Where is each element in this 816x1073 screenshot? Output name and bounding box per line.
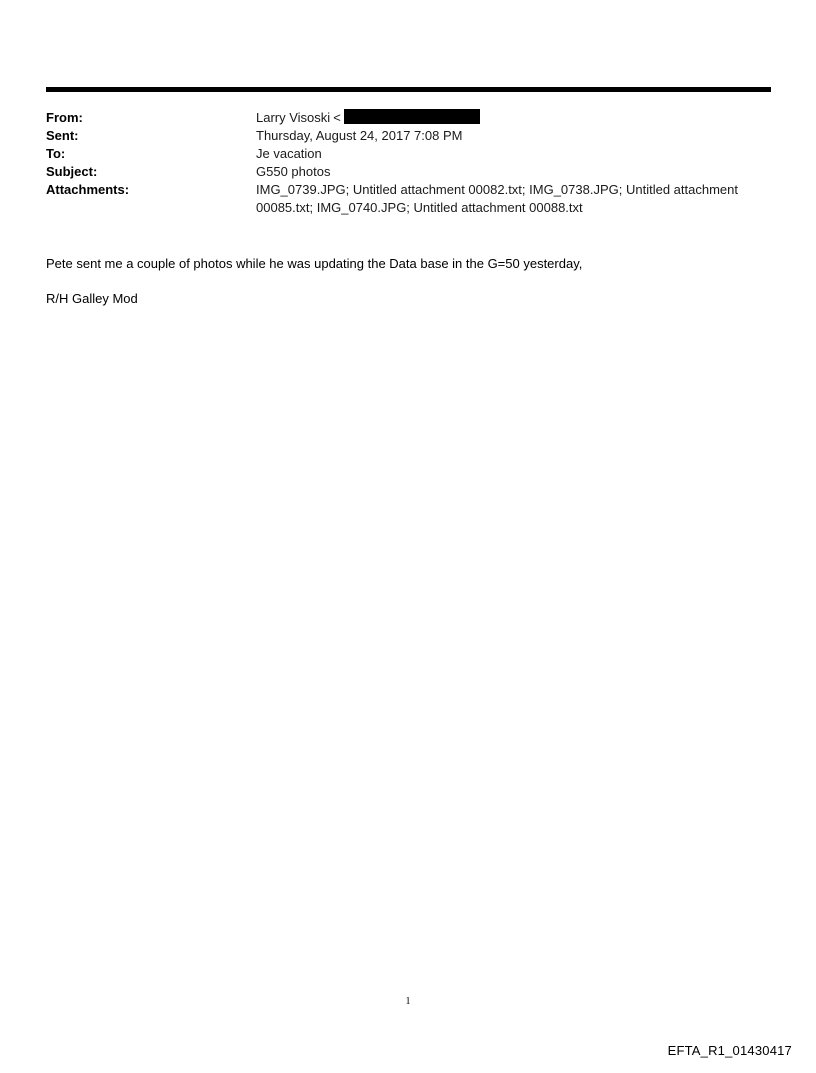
sender-name: Larry Visoski (256, 110, 331, 125)
body-paragraph-1: Pete sent me a couple of photos while he was updating the Data base in the G=50 yesterday, (46, 256, 583, 271)
subject-row (46, 163, 771, 181)
sent-row (46, 127, 771, 145)
document-id: EFTA_R1_01430417 (667, 1043, 792, 1058)
attachments-row (46, 181, 771, 217)
body-paragraph-2: R/H Galley Mod (46, 291, 138, 306)
header-divider (46, 87, 771, 92)
email-body (46, 255, 771, 325)
attachments-line-2: 00085.txt; IMG_0740.JPG; Untitled attachment 00088.txt (256, 200, 583, 215)
to-row (46, 145, 771, 163)
attachments-value (256, 181, 771, 217)
redaction-block (344, 109, 480, 124)
to-label: To: (46, 146, 66, 161)
email-header (46, 109, 771, 217)
attachments-line-1: IMG_0739.JPG; Untitled attachment 00082.txt; IMG_0738.JPG; Untitled attachment (256, 182, 738, 197)
sent-value: Thursday, August 24, 2017 7:08 PM (256, 128, 463, 143)
from-row (46, 109, 771, 127)
to-value: Je vacation (256, 146, 322, 161)
from-label: From: (46, 110, 83, 125)
subject-value: G550 photos (256, 164, 331, 179)
subject-label: Subject: (46, 164, 98, 179)
sent-label: Sent: (46, 128, 79, 143)
from-value (256, 109, 771, 127)
page-number: 1 (405, 996, 411, 1007)
email-bracket: < (333, 110, 341, 125)
attachments-label: Attachments: (46, 182, 130, 197)
